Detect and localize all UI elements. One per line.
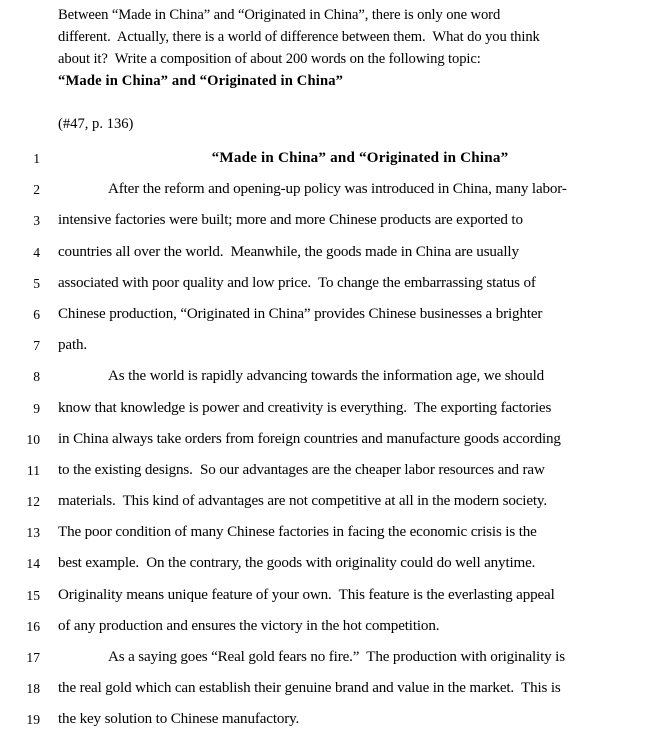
essay-line-text: After the reform and opening-up policy was introduced in China, many labor- (108, 181, 567, 198)
line-number: 9 (33, 400, 40, 416)
essay-line (0, 642, 666, 673)
line-number: 10 (26, 431, 40, 447)
essay-line-text: best example. On the contrary, the goods with originality could do well anytime. (58, 555, 536, 572)
essay-line (0, 486, 666, 517)
essay-line (0, 268, 666, 299)
line-number: 18 (26, 681, 40, 697)
line-number: 16 (26, 618, 40, 634)
essay-line-text: The poor condition of many Chinese factories in facing the economic crisis is the (58, 524, 537, 541)
line-number: 12 (26, 494, 40, 510)
essay-line (0, 424, 666, 455)
essay-line-text: Chinese production, “Originated in China” provides Chinese businesses a brighter (58, 305, 543, 322)
essay-line (0, 517, 666, 548)
line-number: 4 (33, 244, 40, 260)
essay-line (0, 393, 666, 424)
line-number: 5 (33, 275, 40, 291)
essay-body (0, 143, 666, 736)
essay-line-text: path. (58, 337, 88, 354)
prompt-topic: “Made in China” and “Originated in China” (58, 73, 344, 89)
line-number: 8 (33, 369, 40, 385)
essay-line (0, 580, 666, 611)
essay-title: “Made in China” and “Originated in China” (211, 150, 509, 166)
line-number: 6 (33, 306, 40, 322)
essay-line-text: know that knowledge is power and creativity is everything. The exporting factories (58, 399, 552, 416)
essay-line (0, 299, 666, 330)
line-number: 17 (26, 650, 40, 665)
line-number: 3 (33, 213, 40, 229)
essay-line (0, 330, 666, 361)
essay-line (0, 455, 666, 486)
line-number: 11 (26, 462, 40, 478)
essay-line (0, 143, 666, 174)
essay-line (0, 673, 666, 704)
essay-line-text: countries all over the world. Meanwhile, the goods made in China are usually (58, 243, 519, 260)
line-number: 7 (33, 338, 40, 354)
essay-line-text: to the existing designs. So our advantages are the cheaper labor resources and raw (58, 461, 545, 478)
essay-line-text: the key solution to Chinese manufactory. (58, 711, 300, 728)
line-number: 2 (33, 182, 40, 198)
essay-line (0, 237, 666, 268)
line-number: 19 (26, 712, 40, 728)
line-number: 14 (26, 556, 40, 572)
essay-line-text: As a saying goes “Real gold fears no fire.” The production with originality is (108, 649, 565, 665)
source-reference: (#47, p. 136) (58, 116, 134, 132)
essay-line-text: in China always take orders from foreign countries and manufacture goods according (58, 430, 561, 447)
essay-line-text: As the world is rapidly advancing towards the information age, we should (108, 368, 545, 385)
essay-line-text: of any production and ensures the victory in the hot competition. (58, 617, 440, 634)
essay-line-text: materials. This kind of advantages are not competitive at all in the modern society. (58, 493, 547, 510)
essay-line (0, 548, 666, 579)
prompt-line-2: different. Actually, there is a world of difference between them. What do you think (58, 29, 540, 45)
essay-line-text: intensive factories were built; more and more Chinese products are exported to (58, 212, 523, 229)
prompt-line-1: Between “Made in China” and “Originated in China”, there is only one word (58, 7, 501, 23)
essay-line (0, 205, 666, 236)
essay-line (0, 361, 666, 392)
essay-line (0, 611, 666, 642)
essay-line (0, 174, 666, 205)
line-number: 1 (33, 151, 40, 166)
line-number: 13 (26, 525, 40, 541)
essay-line-text: Originality means unique feature of your own. This feature is the everlasting appeal (58, 586, 555, 603)
line-number: 15 (26, 587, 40, 603)
essay-line-text: the real gold which can establish their genuine brand and value in the market. This is (58, 680, 561, 697)
essay-line (0, 704, 666, 735)
prompt-line-3: about it? Write a composition of about 200 words on the following topic: (58, 51, 481, 67)
prompt-block (58, 4, 658, 92)
essay-line-text: associated with poor quality and low price. To change the embarrassing status of (58, 274, 536, 291)
